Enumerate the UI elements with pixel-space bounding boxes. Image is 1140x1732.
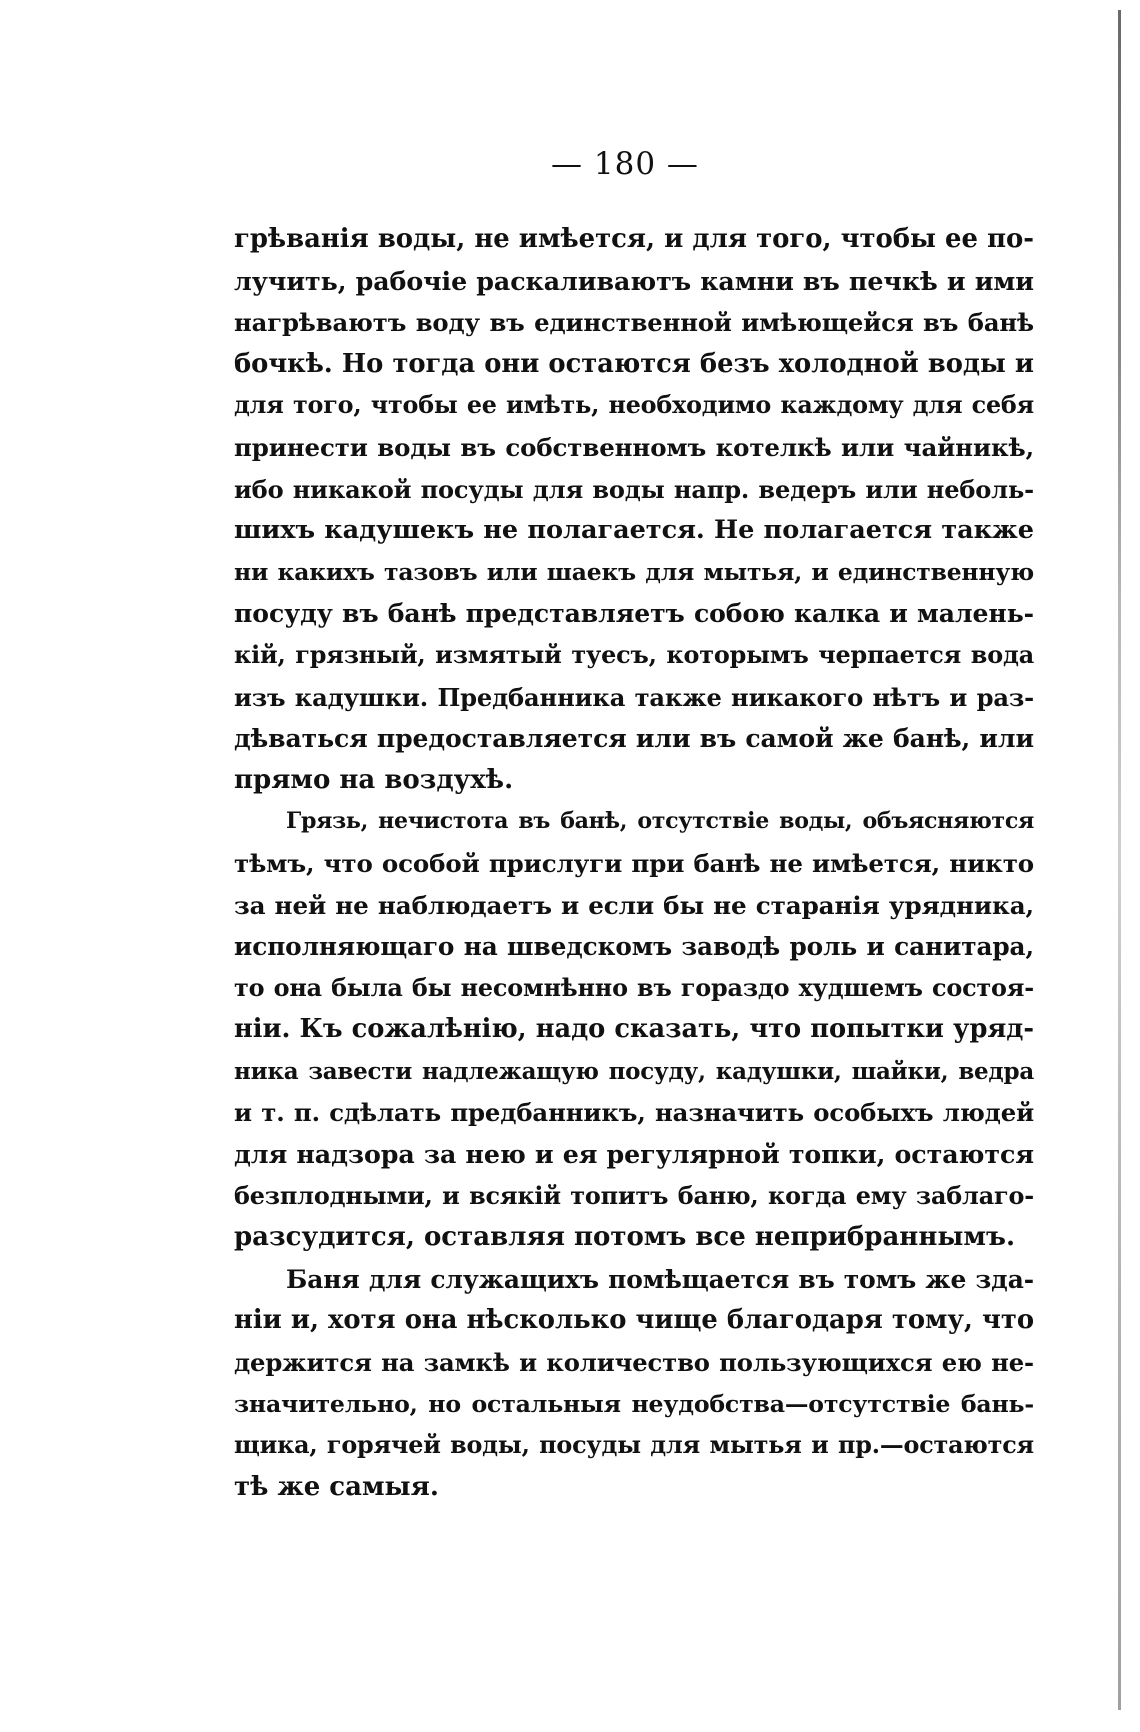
text-line: лучить, рабочіе раскаливаютъ камни въ печкѣ и ими [234,265,1034,296]
text-line: для того, чтобы ее имѣть, необходимо каждому для себя [234,391,1034,420]
text-line: бочкѣ. Но тогда они остаются безъ холодной воды и [234,348,1034,379]
page-edge-shadow [1118,10,1121,1710]
text-line: исполняющаго на шведскомъ заводѣ роль и санитара, [234,932,1034,962]
text-line: ибо никакой посуды для воды напр. ведеръ или неболь- [234,474,1034,504]
text-line: посуду въ банѣ представляетъ собою калка и малень- [234,598,1034,629]
text-line: Грязь, нечистота въ банѣ, отсутствіе воды, объясняются [286,808,1034,835]
paragraph [234,219,1034,801]
paragraph [234,801,1034,1259]
paragraph [234,1259,1034,1509]
text-line: ни какихъ тазовъ или шаекъ для мытья, и единственную [234,557,1034,586]
text-line: грѣванія воды, не имѣется, и для того, чтобы ее по- [234,224,1034,254]
text-line: значительно, но остальныя неудобства—отсутствіе бань- [234,1389,1034,1418]
text-line: ніи и, хотя она нѣсколько чище благодаря тому, что [234,1305,1034,1336]
text-line: тѣ же самыя. [234,1471,439,1502]
text-line: безплодными, и всякій топитъ баню, когда ему заблаго- [234,1181,1034,1210]
text-line: Баня для служащихъ помѣщается въ томъ же зда- [286,1264,1034,1294]
text-line: принести воды въ собственномъ котелкѣ или чайникѣ, [234,432,1034,462]
text-line: тѣмъ, что особой прислуги при банѣ не имѣется, никто [234,848,1034,878]
page-number: — 180 — [551,146,699,182]
text-line: ніи. Къ сожалѣнію, надо сказать, что попытки уряд- [234,1014,1034,1045]
text-line: и т. п. сдѣлать предбанникъ, назначить особыхъ людей [234,1098,1034,1128]
text-line: нагрѣваютъ воду въ единственной имѣющейся въ банѣ [234,308,1034,338]
text-line: разсудится, оставляя потомъ все неприбраннымъ. [234,1222,1015,1253]
text-line: щика, горячей воды, посуды для мытья и пр.—остаются [234,1431,1034,1460]
text-line: для надзора за нею и ея регулярной топки, остаются [234,1139,1034,1170]
text-line: изъ кадушки. Предбанника также никакого нѣтъ и раз- [234,682,1034,712]
text-line: то она была бы несомнѣнно въ гораздо худшемъ состоя- [234,973,1034,1002]
body-text [234,219,1034,1508]
text-line: кій, грязный, измятый туесъ, которымъ черпается вода [234,640,1034,669]
text-line: дѣваться предоставляется или въ самой же банѣ, или [234,723,1034,754]
text-line: ника завести надлежащую посуду, кадушки, шайки, ведра [234,1057,1034,1085]
text-line: за ней не наблюдаетъ и если бы не старанія урядника, [234,890,1034,920]
text-line: держится на замкѣ и количество пользующихся ею не- [234,1348,1034,1378]
text-line: шихъ кадушекъ не полагается. Не полагается также [234,515,1034,546]
text-line: прямо на воздухѣ. [234,764,514,795]
